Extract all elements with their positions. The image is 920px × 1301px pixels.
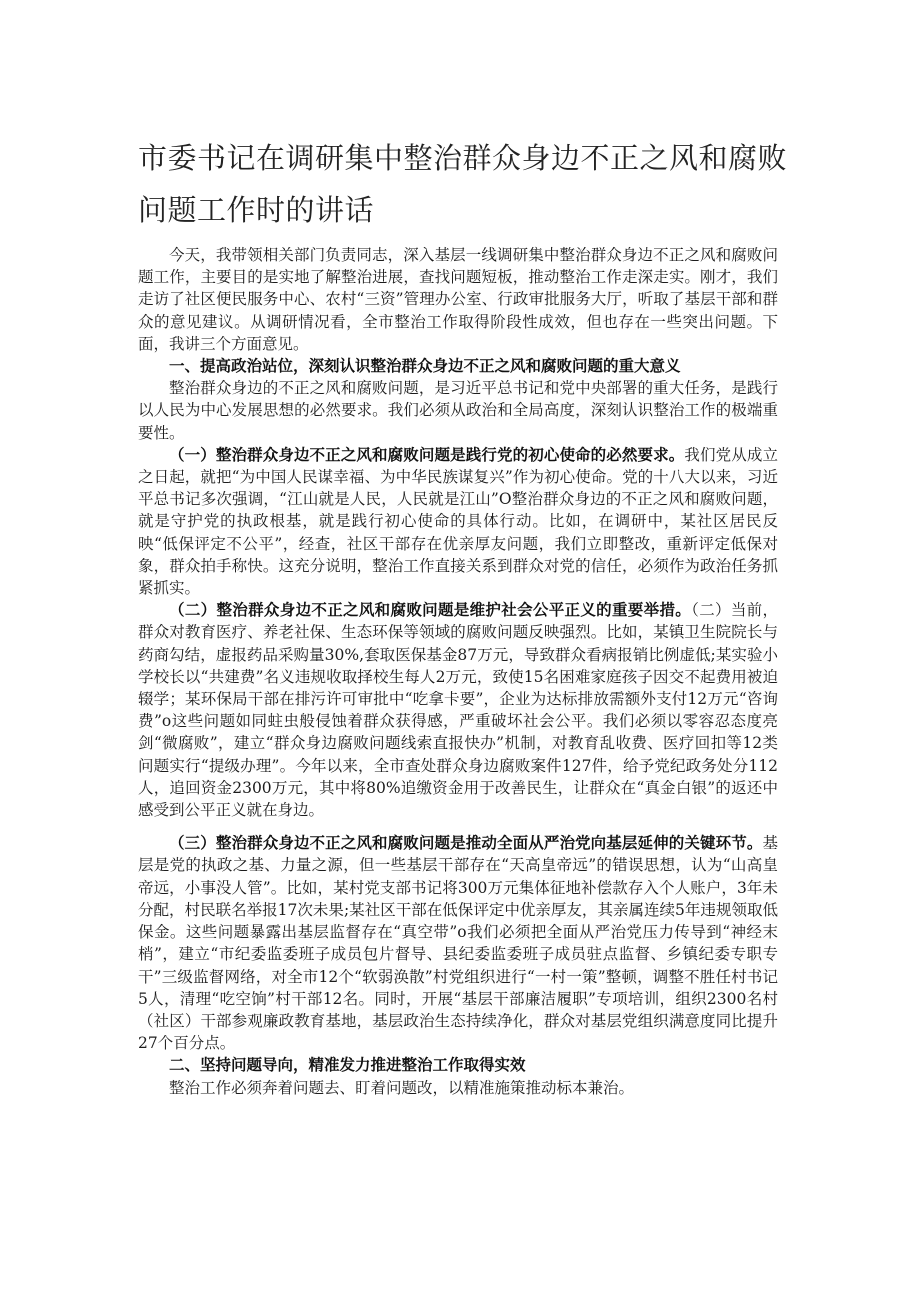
document-body [138, 244, 778, 1099]
section-2-intro: 整治工作必须奔着问题去、盯着问题改，以精准施策推动标本兼治。 [169, 1078, 635, 1097]
section-1-heading: 一、提高政治站位，深刻认识整治群众身边不正之风和腐败问题的重大意义 [169, 356, 681, 376]
section-1-item-2-text: （二）当前，群众对教育医疗、养老社保、生态环保等领域的腐败问题反映强烈。比如，某镇卫生院院长与药商勾结，虚报药品采购量30%,套取医保基金87万元，导致群众看病报销比例虚低;某实验小学校长以“共建费”名义违规收取择校生每人2万元，致使15名困难家庭孩子因交不起费用被迫辍学；某环保局干部在排污许可审批中“吃拿卡要”，企业为达标排放需额外支付12万元“咨询费”o这些问题如同蛀虫般侵蚀着群众获得感，严重破坏社会公平。我们必须以零容忍态度亮剑“微腐败”，建立“群众身边腐败问题线索直报快办”机制，对教育乱收费、医疗回扣等12类问题实行“提级办理”。今年以来，全市查处群众身边腐败案件127件，给予党纪政务处分112人，追回资金2300万元，其中将80%追缴资金用于改善民生，让群众在“真金白银”的返还中感受到公平正义就在身边。 [138, 601, 778, 820]
section-1-item-2 [138, 599, 778, 821]
section-1-item-1-lead: （一）整治群众身边不正之风和腐败问题是践行党的初心使命的必然要求。 [169, 444, 685, 464]
paragraph-gap [138, 821, 778, 832]
document-title-line-2: 问题工作时的讲话 [138, 193, 375, 227]
section-2-heading: 二、坚持问题导向，精准发力推进整治工作取得实效 [169, 1055, 526, 1075]
section-1-item-3-text: 基层是党的执政之基、力量之源，但一些基层干部存在“天高皇帝远”的错误思想，认为“山高皇帝远，小事没人管”。比如，某村党支部书记将300万元集体征地补偿款存入个人账户，3年未分配，村民联名举报17次未果;某社区干部在低保评定中优亲厚友，其亲属连续5年违规领取低保金。这些问题暴露出基层监督存在“真空带”o我们必须把全面从严治党压力传导到“神经末梢”，建立“市纪委监委班子成员包片督导、县纪委监委班子成员驻点监督、乡镇纪委专职专干”三级监督网络，对全市12个“软弱涣散”村党组织进行“一村一策”整顿，调整不胜任村书记5人，清理“吃空饷”村干部12名。同时，开展“基层干部廉洁履职”专项培训，组织2300名村（社区）干部参观廉政教育基地，基层政治生态持续净化，群众对基层党组织满意度同比提升27个百分点。 [138, 834, 778, 1053]
section-1-intro: 整治群众身边的不正之风和腐败问题，是习近平总书记和党中央部署的重大任务，是践行以人民为中心发展思想的必然要求。我们必须从政治和全局高度，深刻认识整治工作的极端重要性。 [138, 379, 778, 442]
section-1-item-3-lead: （三）整治群众身边不正之风和腐败问题是推动全面从严治党向基层延伸的关键环节。 [169, 833, 763, 853]
intro-paragraph: 今天，我带领相关部门负责同志，深入基层一线调研集中整治群众身边不正之风和腐败问题工作，主要目的是实地了解整治进展，查找问题短板，推动整治工作走深走实。刚才，我们走访了社区便民服务中心、农村“三资”管理办公室、行政审批服务大厅，听取了基层干部和群众的意见建议。从调研情况看，全市整治工作取得阶段性成效，但也存在一些突出问题。下面，我讲三个方面意见。 [138, 246, 778, 353]
document-title-line-1: 市委书记在调研集中整治群众身边不正之风和腐败 [138, 141, 788, 175]
section-1-item-2-lead: （二）整治群众身边不正之风和腐败问题是维护社会公平正义的重要举措。 [169, 600, 692, 620]
section-1-item-1 [138, 444, 778, 599]
section-1-item-3 [138, 832, 778, 1054]
section-1-item-1-text: 我们党从成立之日起，就把“为中国人民谋幸福、为中华民族谋复兴”作为初心使命。党的十八大以来，习近平总书记多次强调，“江山就是人民，人民就是江山”O整治群众身边的不正之风和腐败问题，就是守护党的执政根基，就是践行初心使命的具体行动。比如，在调研中，某社区居民反映“低保评定不公平”，经查，社区干部存在优亲厚友问题，我们立即整改，重新评定低保对象，群众拍手称快。这充分说明，整治工作直接关系到群众对党的信任，必须作为政治任务抓紧抓实。 [138, 445, 778, 598]
